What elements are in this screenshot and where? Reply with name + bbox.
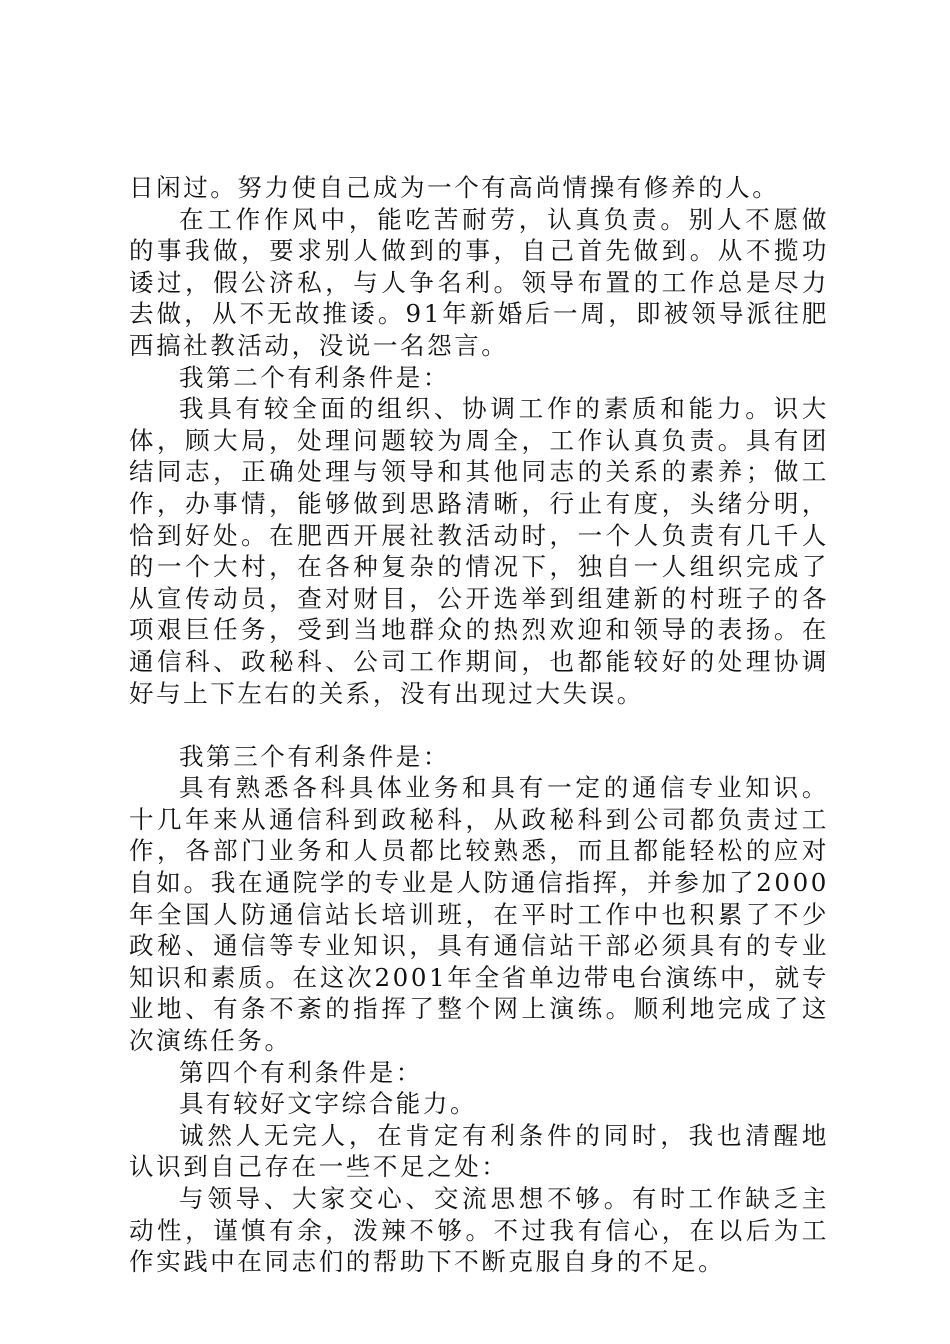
document-body bbox=[129, 172, 829, 1278]
heading-fourth-condition: 第四个有利条件是： bbox=[179, 1057, 423, 1087]
paragraph-organization-ability: 我具有较全面的组织、协调工作的素质和能力。识大体，顾大局，处理问题较为周全，工作认真负责。具有团结同志，正确处理与领导和其他同志的关系的素养；做工作，办事情，能够做到思路清晰，行止有度，头绪分明，恰到好处。在肥西开展社教活动时，一个人负责有几千人的一个大村，在各种复杂的情况下，独自一人组织完成了从宣传动员，查对财目，公开选举到组建新的村班子的各项艰巨任务，受到当地群众的热烈欢迎和领导的表扬。在通信科、政秘科、公司工作期间，也都能较好的处理协调好与上下左右的关系，没有出现过大失误。 bbox=[129, 394, 829, 708]
paragraph-continuation: 日闲过。努力使自己成为一个有高尚情操有修养的人。 bbox=[129, 173, 780, 202]
paragraph-shortcomings: 与领导、大家交心、交流思想不够。有时工作缺乏主动性，谨慎有余，泼辣不够。不过我有信心，在以后为工作实践中在同志们的帮助下不断克服自身的不足。 bbox=[129, 1184, 829, 1277]
paragraph-shortcomings-intro: 诚然人无完人，在肯定有利条件的同时，我也清醒地认识到自己存在一些不足之处： bbox=[129, 1120, 829, 1182]
paragraph-writing-ability: 具有较好文字综合能力。 bbox=[179, 1089, 478, 1119]
heading-second-condition: 我第二个有利条件是： bbox=[179, 362, 450, 392]
heading-third-condition: 我第三个有利条件是： bbox=[179, 741, 450, 771]
paragraph-professional-knowledge: 具有熟悉各科具体业务和具有一定的通信专业知识。十几年来从通信科到政秘科，从政秘科到公司都负责过工作，各部门业务和人员都比较熟悉，而且都能轻松的应对自如。我在通院学的专业是人防通信指挥，并参加了2000年全国人防通信站长培训班，在平时工作中也积累了不少政秘、通信等专业知识，具有通信站干部必须具有的专业知识和素质。在这次2001年全省单边带电台演练中，就专业地、有条不紊的指挥了整个网上演练。顺利地完成了这次演练任务。 bbox=[129, 773, 829, 1056]
paragraph-work-style: 在工作作风中，能吃苦耐劳，认真负责。别人不愿做的事我做，要求别人做到的事，自己首先做到。从不揽功诿过，假公济私，与人争名利。领导布置的工作总是尽力去做，从不无故推诿。91年新婚后一周，即被领导派往肥西搞社教活动，没说一名怨言。 bbox=[129, 204, 829, 360]
